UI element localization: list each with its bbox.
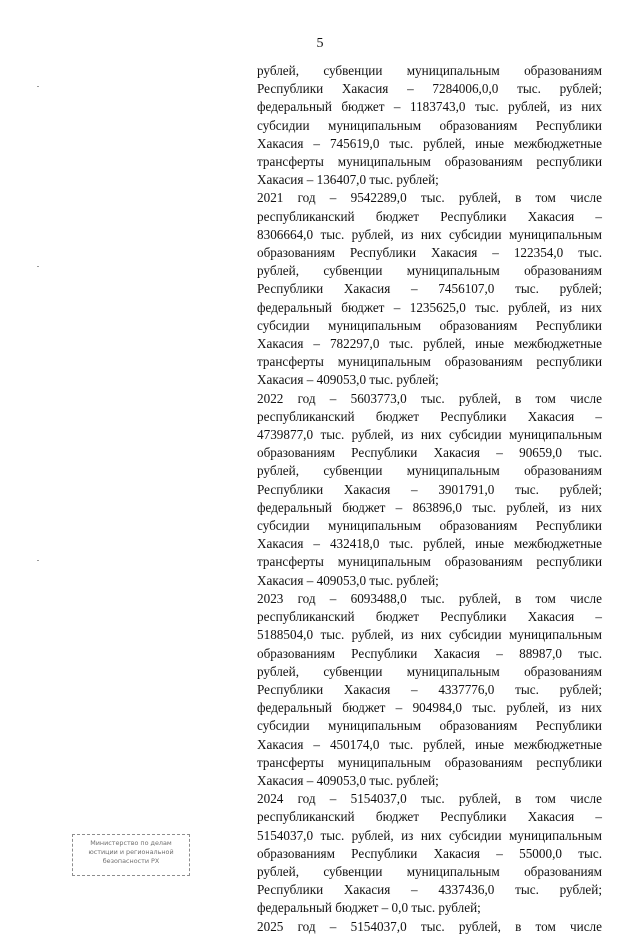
body-line: федеральный бюджет – 904984,0 тыс. рублей, из них [257, 700, 602, 716]
scan-margin-mark [37, 560, 39, 561]
page-number: 5 [316, 36, 324, 51]
body-line: рублей, субвенции муниципальным образованиям [257, 863, 602, 879]
body-line: 2021 год – 9542289,0 тыс. рублей, в том числе [257, 190, 602, 206]
body-line: 5188504,0 тыс. рублей, из них субсидии муниципальным [257, 627, 602, 643]
body-line: федеральный бюджет – 863896,0 тыс. рублей, из них [257, 499, 602, 515]
body-line: 2023 год – 6093488,0 тыс. рублей, в том числе [257, 590, 602, 606]
body-line: образованиям Республики Хакасия – 55000,0 тыс. [257, 845, 602, 861]
body-line: рублей, субвенции муниципальным образованиям [257, 263, 602, 279]
body-line: 5154037,0 тыс. рублей, из них субсидии муниципальным [257, 827, 602, 843]
body-line: Хакасия – 782297,0 тыс. рублей, иные межбюджетные [257, 336, 602, 352]
body-line: Республики Хакасия – 7284006,0,0 тыс. рублей; [257, 81, 602, 97]
body-line: рублей, субвенции муниципальным образованиям [257, 663, 602, 679]
body-line: образованиям Республики Хакасия – 90659,0 тыс. [257, 445, 602, 461]
registration-stamp [72, 834, 190, 876]
scan-margin-mark [37, 266, 39, 267]
body-line: Хакасия – 136407,0 тыс. рублей; [257, 172, 439, 188]
body-line: образованиям Республики Хакасия – 88987,0 тыс. [257, 645, 602, 661]
body-line: 2025 год – 5154037,0 тыс. рублей, в том числе [257, 918, 602, 934]
document-body [257, 62, 602, 936]
body-line: республиканский бюджет Республики Хакасия – [257, 208, 602, 224]
body-line: Хакасия – 409053,0 тыс. рублей; [257, 772, 439, 788]
body-line: рублей, субвенции муниципальным образованиям [257, 463, 602, 479]
body-line: субсидии муниципальным образованиям Республики [257, 117, 602, 133]
body-line: республиканский бюджет Республики Хакасия – [257, 809, 602, 825]
body-line: Республики Хакасия – 3901791,0 тыс. рублей; [257, 481, 602, 497]
body-line: 2024 год – 5154037,0 тыс. рублей, в том числе [257, 791, 602, 807]
body-line: Хакасия – 409053,0 тыс. рублей; [257, 372, 439, 388]
body-line: федеральный бюджет – 1183743,0 тыс. рублей, из них [257, 99, 602, 115]
stamp-line: юстиции и региональной [88, 848, 174, 856]
body-line: субсидии муниципальным образованиям Республики [257, 317, 602, 333]
body-line: субсидии муниципальным образованиям Республики [257, 718, 602, 734]
body-line: Республики Хакасия – 4337776,0 тыс. рублей; [257, 681, 602, 697]
body-line: субсидии муниципальным образованиям Республики [257, 518, 602, 534]
body-line: республиканский бюджет Республики Хакасия – [257, 408, 602, 424]
body-line: рублей, субвенции муниципальным образованиям [257, 63, 602, 78]
stamp-line: безопасности РХ [102, 857, 160, 865]
body-line: федеральный бюджет – 1235625,0 тыс. рублей, из них [257, 299, 602, 315]
body-line: трансферты муниципальным образованиям республики [257, 754, 602, 770]
body-line: образованиям Республики Хакасия – 122354,0 тыс. [257, 245, 602, 261]
body-line: трансферты муниципальным образованиям республики [257, 354, 602, 370]
body-line: республиканский бюджет Республики Хакасия – [257, 609, 602, 625]
body-line: Хакасия – 450174,0 тыс. рублей, иные межбюджетные [257, 736, 602, 752]
body-line: Республики Хакасия – 7456107,0 тыс. рублей; [257, 281, 602, 297]
body-line: Хакасия – 432418,0 тыс. рублей, иные межбюджетные [257, 536, 602, 552]
body-line: федеральный бюджет – 0,0 тыс. рублей; [257, 900, 481, 916]
scan-margin-mark [37, 86, 39, 87]
body-line: 4739877,0 тыс. рублей, из них субсидии муниципальным [257, 427, 602, 443]
body-line: 2022 год – 5603773,0 тыс. рублей, в том числе [257, 390, 602, 406]
body-line: Хакасия – 745619,0 тыс. рублей, иные межбюджетные [257, 135, 602, 151]
body-line: Республики Хакасия – 4337436,0 тыс. рублей; [257, 882, 602, 898]
stamp-line: Министерство по делам [90, 839, 172, 847]
body-line: 8306664,0 тыс. рублей, из них субсидии муниципальным [257, 226, 602, 242]
body-line: трансферты муниципальным образованиям республики [257, 554, 602, 570]
body-line: Хакасия – 409053,0 тыс. рублей; [257, 572, 439, 588]
body-line: трансферты муниципальным образованиям республики [257, 154, 602, 170]
